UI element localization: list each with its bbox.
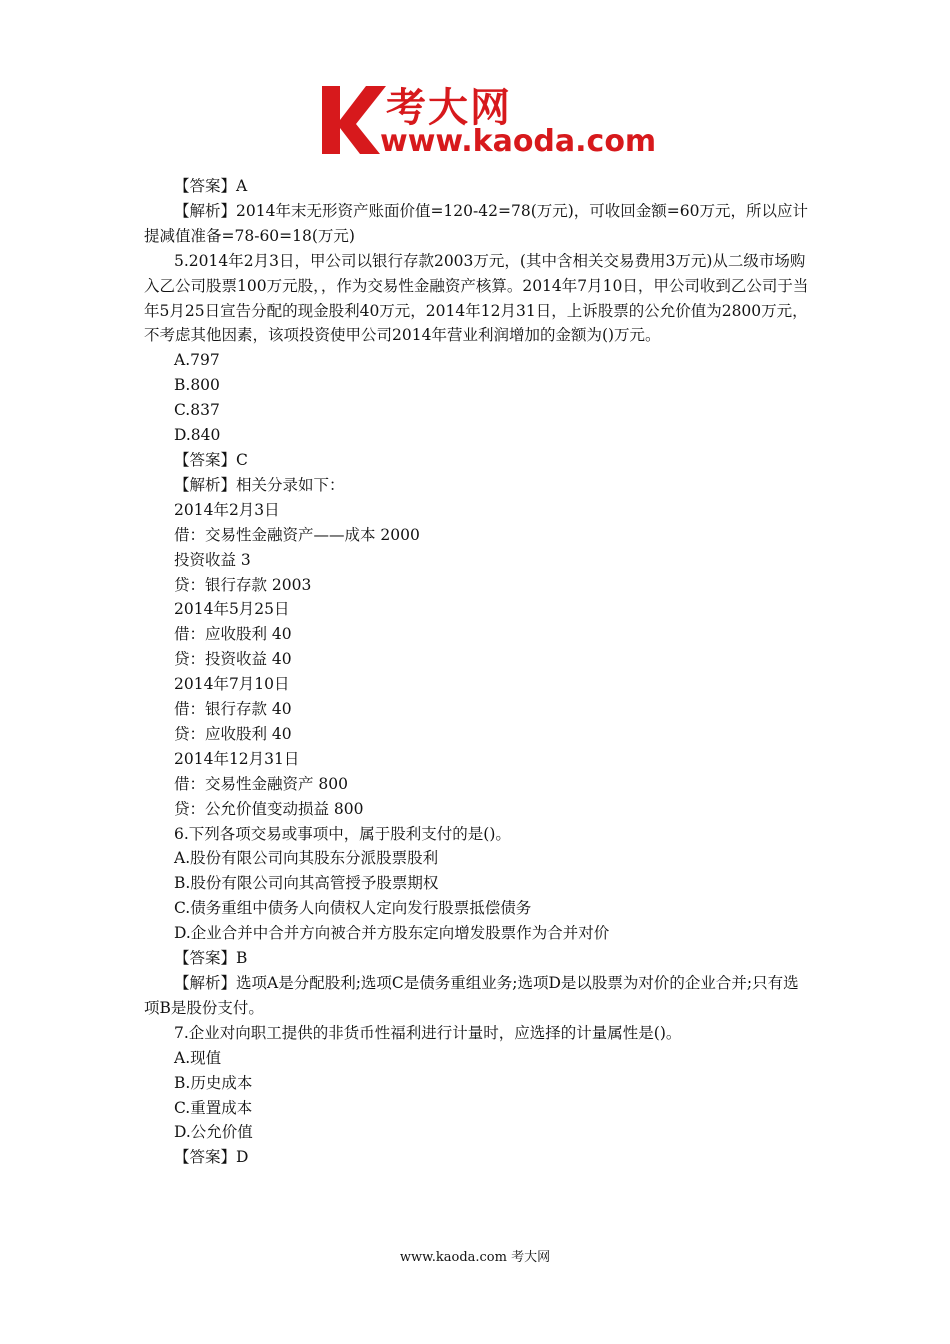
text-line: B.股份有限公司向其高管授予股票期权 xyxy=(174,874,439,893)
text-line: 6.下列各项交易或事项中，属于股利支付的是()。 xyxy=(174,824,511,843)
text-line: 贷：应收股利 40 xyxy=(174,724,292,743)
text-line: 【解析】相关分录如下： xyxy=(174,475,345,494)
text-line: 【答案】C xyxy=(174,450,248,469)
text-line: 2014年7月10日 xyxy=(174,675,290,694)
text-line: C.837 xyxy=(174,401,220,420)
text-line: 【解析】2014年末无形资产账面价值=120-42=78(万元)，可收回金额=60万元，所以应计提减值准备=78-60=18(万元) xyxy=(144,201,808,245)
text-line: D.企业合并中合并方向被合并方股东定向增发股票作为合并对价 xyxy=(174,924,610,943)
text-line: B.历史成本 xyxy=(174,1073,253,1092)
text-line: A.现值 xyxy=(174,1048,222,1067)
text-line: 借：交易性金融资产——成本 2000 xyxy=(174,525,420,544)
text-line: 【答案】A xyxy=(174,177,248,195)
text-line: 【答案】D xyxy=(174,1148,249,1167)
text-line: 贷：银行存款 2003 xyxy=(174,575,312,594)
text-line: 【答案】B xyxy=(174,949,248,968)
text-line: A.股份有限公司向其股东分派股票股利 xyxy=(174,849,439,868)
logo-url: www.kaoda.com xyxy=(380,124,657,159)
text-line: 7.企业对向职工提供的非货币性福利进行计量时，应选择的计量属性是()。 xyxy=(174,1023,682,1042)
text-line: D.公允价值 xyxy=(174,1123,253,1142)
text-line: C.重置成本 xyxy=(174,1098,253,1117)
text-line: 贷：公允价值变动损益 800 xyxy=(174,799,364,818)
text-line: 贷：投资收益 40 xyxy=(174,650,292,669)
text-line: C.债务重组中债务人向债权人定向发行股票抵偿债务 xyxy=(174,899,532,918)
text-line: 借：银行存款 40 xyxy=(174,700,292,719)
text-line: 借：应收股利 40 xyxy=(174,625,292,644)
text-line: 2014年12月31日 xyxy=(174,749,300,768)
text-line: 借：交易性金融资产 800 xyxy=(174,774,349,793)
text-line: B.800 xyxy=(174,376,220,395)
text-line: 5.2014年2月3日，甲公司以银行存款2003万元，(其中含相关交易费用3万元)从二级市场购入乙公司股票100万元股，，作为交易性金融资产核算。2014年7月10日，甲公司收到乙公司于当年5月25日宣告分配的现金股利40万元，2014年12月31日，上诉股票的公允价值为2800万元，不考虑其他因素，该项投资使甲公司2014年营业利润增加的金额为()万元。 xyxy=(144,251,809,345)
kaoda-logo xyxy=(318,80,657,162)
document-body xyxy=(144,174,812,1170)
text-line: 【解析】选项A是分配股利;选项C是债务重组业务;选项D是以股票为对价的企业合并;只有选项B是股份支付。 xyxy=(144,974,799,1017)
logo-brand-name: 考大网 xyxy=(386,85,512,131)
text-line: 2014年2月3日 xyxy=(174,500,280,519)
page-footer: www.kaoda.com 考大网 xyxy=(399,1250,551,1265)
text-line: 2014年5月25日 xyxy=(174,600,290,619)
text-line: 投资收益 3 xyxy=(174,550,251,569)
text-line: D.840 xyxy=(174,426,221,445)
text-line: A.797 xyxy=(174,351,220,370)
